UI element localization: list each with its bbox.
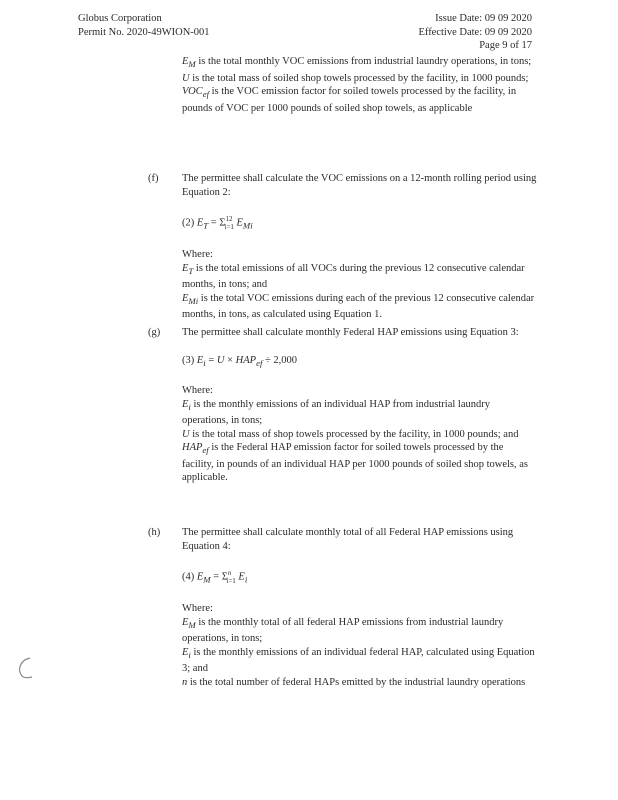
section-f [182,172,537,322]
definition: n is the total number of federal HAPs emitted by the industrial laundry operations [182,676,526,688]
section-intro: The permittee shall calculate the VOC emissions on a 12-month rolling period using Equation 2: [182,173,537,198]
where-label: Where: [182,385,213,397]
definition: $VOC_{ef}$ is the VOC emission factor for soiled towels processed by the facility, in pounds of VOC per 1000 pounds of soiled shop towels, as applicable [182,86,517,114]
where-label: Where: [182,603,213,615]
equation-3: (3) $E_i = U \times HAP_{ef} \div 2,000$ [182,354,298,368]
issue-date: Issue Date: 09 09 2020 [435,13,532,24]
definition: $HAP_{ef}$ is the Federal HAP emission factor for soiled towels processed by the facility, in pounds of an individual HAP per 1000 pounds of soiled shop towels, as applicable. [182,442,528,484]
scan-artifact-icon [14,656,34,680]
definition: U is the total mass of soiled shop towels processed by the facility, in 1000 pounds; [182,72,529,84]
company-name: Globus Corporation [78,13,162,24]
definition: U is the total mass of shop towels processed by the facility, in 1000 pounds; and [182,428,519,440]
header-left [78,12,210,39]
definition: $E_M$ is the monthly total of all federal HAP emissions from industrial laundry operations, in tons; [182,616,504,645]
section-label-f: (f) [148,173,159,184]
definition: $E_i$ is the monthly emissions of an individual HAP from industrial laundry operations, in tons; [182,398,490,427]
section-g [182,326,537,485]
equation-4: (4) $E_M = \Sigma^n_{i=1}$ $E_i$ [182,569,248,585]
page-number: Page 9 of 17 [479,40,532,51]
definition: $E_{Mi}$ is the total VOC emissions during each of the previous 12 consecutive calendar months, in tons, as calculated using Equation 1. [182,292,535,321]
section-intro: The permittee shall calculate monthly Federal HAP emissions using Equation 3: [182,327,519,338]
permit-number: Permit No. 2020-49WION-001 [78,26,210,38]
header-right [418,12,532,53]
equation-2: (2) $E_T = \Sigma^{12}_{i=1}$ $E_{Mi}$ [182,215,253,231]
continued-definitions [182,55,537,115]
definition: $E_M$ is the total monthly VOC emissions from industrial laundry operations, in tons; [182,56,532,70]
effective-date: Effective Date: 09 09 2020 [418,26,532,38]
definition: $E_T$ is the total emissions of all VOCs during the previous 12 consecutive calendar months, in tons; and [182,262,525,291]
section-label-g: (g) [148,327,161,338]
section-label-h: (h) [148,527,161,538]
section-intro: The permittee shall calculate monthly total of all Federal HAP emissions using Equation 4: [182,527,514,552]
definition: $E_i$ is the monthly emissions of an individual federal HAP, calculated using Equation 3; and [182,646,535,675]
section-h [182,526,537,689]
where-label: Where: [182,249,213,261]
